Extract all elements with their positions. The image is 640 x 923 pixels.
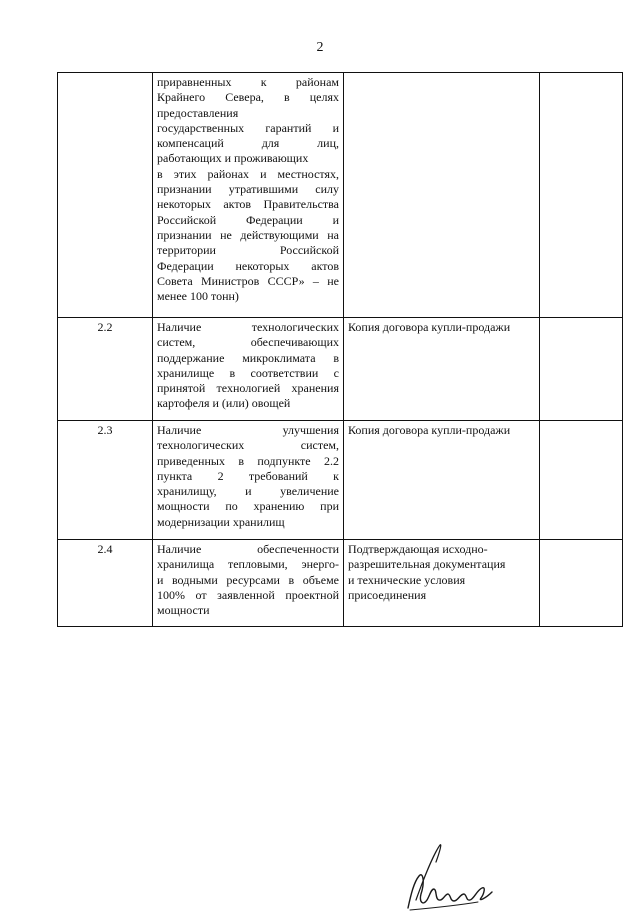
criterion-line: пункта 2 требований к: [157, 468, 339, 483]
table-row: [58, 73, 623, 318]
criterion-line: 100% от заявленной проектной: [157, 587, 339, 602]
criterion-line: технологических систем,: [157, 438, 339, 453]
table-row: [58, 318, 623, 421]
criterion-line: Наличие технологических: [157, 320, 339, 334]
document-line: Копия договора купли-продажи: [348, 320, 511, 334]
requirements-table: [57, 72, 623, 627]
criterion-line: мощности: [157, 603, 210, 618]
criterion-line: систем, обеспечивающих: [157, 335, 339, 350]
document-line: Подтверждающая исходно-: [348, 542, 488, 556]
criterion-line: Наличие обеспеченности: [157, 542, 339, 556]
empty-cell: [540, 73, 623, 318]
criterion-line: работающих и проживающих: [157, 151, 309, 166]
criterion-line: принятой технологией хранения: [157, 381, 339, 396]
criterion-line: признании не действующими на: [157, 227, 339, 242]
document-cell: [344, 421, 540, 540]
criterion-line: хранилищу, и увеличение: [157, 484, 339, 499]
criterion-line: мощности по хранению при: [157, 499, 339, 514]
criterion-line: хранилища тепловыми, энерго-: [157, 557, 339, 572]
criterion-line: модернизации хранилищ: [157, 514, 285, 529]
criterion-line: территории Российской: [157, 243, 339, 258]
document-line: присоединения: [348, 587, 427, 602]
requirements-table-body: [58, 73, 623, 627]
document-line: Копия договора купли-продажи: [348, 423, 511, 437]
criterion-line: приравненных к районам: [157, 75, 339, 89]
criterion-line: и водными ресурсами в объеме: [157, 572, 339, 587]
criterion-line: приведенных в подпункте 2.2: [157, 453, 339, 468]
document-cell: [344, 73, 540, 318]
criterion-line: Наличие улучшения: [157, 423, 339, 437]
criterion-line: хранилище в соответствии с: [157, 365, 339, 380]
document-cell: [344, 318, 540, 421]
empty-cell: [540, 540, 623, 627]
signature-image: [402, 842, 502, 914]
criterion-line: признании утратившими силу: [157, 182, 339, 197]
document-line: и технические условия: [348, 572, 466, 587]
criterion-line: картофеля и (или) овощей: [157, 396, 291, 411]
criterion-line: государственных гарантий и: [157, 120, 339, 135]
empty-cell: [540, 318, 623, 421]
document-cell: [344, 540, 540, 627]
table-row: [58, 540, 623, 627]
criterion-line: Российской Федерации и: [157, 212, 339, 227]
criterion-line: менее 100 тонн): [157, 289, 239, 304]
row-number: 2.3: [58, 421, 153, 540]
row-number: 2.2: [58, 318, 153, 421]
document-line: разрешительная документация: [348, 557, 506, 572]
row-number: [58, 73, 153, 318]
criterion-line: Федерации некоторых актов: [157, 258, 339, 273]
criterion-line: в этих районах и местностях,: [157, 166, 339, 181]
criterion-line: поддержание микроклимата в: [157, 350, 339, 365]
empty-cell: [540, 421, 623, 540]
page-number: 2: [316, 40, 324, 55]
criterion-cell: [153, 73, 344, 318]
row-number: 2.4: [58, 540, 153, 627]
criterion-cell: [153, 421, 344, 540]
criterion-cell: [153, 540, 344, 627]
criterion-line: компенсаций для лиц,: [157, 136, 339, 151]
criterion-cell: [153, 318, 344, 421]
criterion-line: Крайнего Севера, в целях: [157, 90, 339, 105]
criterion-line: предоставления: [157, 105, 239, 120]
table-row: [58, 421, 623, 540]
criterion-line: Совета Министров СССР» – не: [157, 273, 339, 288]
criterion-line: некоторых актов Правительства: [157, 197, 339, 212]
